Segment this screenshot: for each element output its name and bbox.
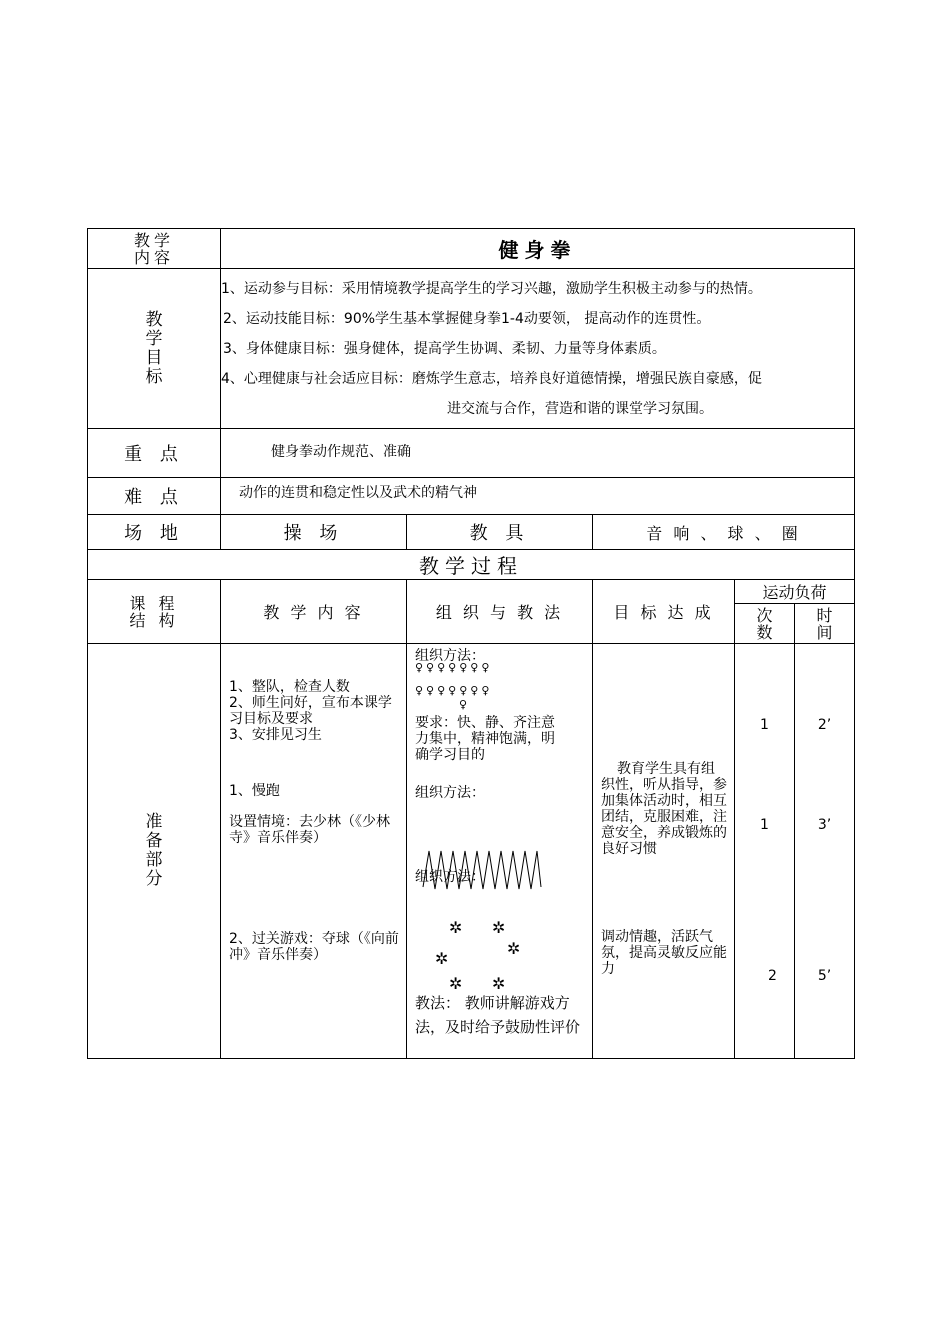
process-title: 教学过程 — [88, 550, 855, 580]
goal-text: 调动情趣，活跃气氛，提高灵敏反应能力 — [601, 929, 727, 977]
row-goals — [88, 269, 855, 429]
formation-row: ♀♀♀♀♀♀♀ — [415, 684, 493, 697]
col-duration: 时 间 — [795, 604, 855, 644]
lesson-plan-table — [87, 228, 855, 1059]
prep-content-block: 1、整队，检查人数 2、师生问好，宣布本课学习目标及要求 3、安排见习生 — [229, 679, 392, 743]
goal-item: 1、运动参与目标：采用情境教学提高学生的学习兴趣，激励学生积极主动参与的热情。 — [221, 280, 762, 297]
key-value: 健身拳动作规范、准确 — [221, 429, 855, 478]
times-value: 2 — [768, 968, 777, 984]
prep-goal-cell — [593, 644, 735, 1059]
prep-label: 准备部分 — [145, 812, 163, 889]
method-org-label: 组织方法： — [415, 869, 485, 885]
duration-value: 2’ — [817, 717, 832, 733]
col-times: 次 数 — [735, 604, 795, 644]
content-label: 教学 内容 — [88, 229, 221, 269]
player-star-icon: ✲ — [507, 939, 521, 958]
col-goal: 目 标 达 成 — [593, 580, 735, 644]
duration-value: 3’ — [817, 817, 832, 833]
content-value: 健身拳 — [221, 229, 855, 269]
times-value: 1 — [760, 817, 769, 833]
prep-content-game: 2、过关游戏：夺球（《向前冲》音乐伴奏） — [229, 931, 399, 963]
row-process-title — [88, 550, 855, 580]
venue-value: 操 场 — [221, 515, 407, 550]
prep-label-cell — [88, 644, 221, 1059]
col-structure: 课 程 结 构 — [88, 580, 221, 644]
key-label: 重 点 — [88, 429, 221, 478]
goal-item: 2、运动技能目标：90%学生基本掌握健身拳1-4动要领， 提高动作的连贯性。 — [223, 310, 711, 327]
row-difficulty — [88, 478, 855, 515]
equipment-label: 教 具 — [407, 515, 593, 550]
row-venue — [88, 515, 855, 550]
difficulty-value: 动作的连贯和稳定性以及武术的精气神 — [221, 478, 855, 515]
teacher-symbol: ♀ — [459, 698, 471, 711]
prep-times-cell — [735, 644, 795, 1059]
row-content — [88, 229, 855, 269]
player-star-icon: ✲ — [449, 918, 463, 937]
prep-content-scene: 设置情境：去少林（《少林寺》音乐伴奏） — [229, 814, 390, 846]
col-method: 组 织 与 教 法 — [407, 580, 593, 644]
player-star-icon: ✲ — [449, 974, 463, 993]
prep-method-cell — [407, 644, 593, 1059]
method-teaching: 教法： 教师讲解游戏方法，及时给予鼓励性评价 — [415, 994, 581, 1036]
duration-value: 5’ — [817, 968, 832, 984]
equipment-value: 音 响 、 球 、 圈 — [593, 515, 855, 550]
method-org-label: 组织方法： — [415, 785, 485, 801]
goals-list — [221, 269, 855, 429]
times-value: 1 — [760, 717, 769, 733]
goal-item: 3、身体健康目标：强身健体，提高学生协调、柔韧、力量等身体素质。 — [223, 340, 666, 357]
player-star-icon: ✲ — [435, 949, 449, 968]
prep-content-run: 1、慢跑 — [229, 783, 280, 799]
prep-content-cell — [221, 644, 407, 1059]
goal-item: 进交流与合作，营造和谐的课堂学习氛围。 — [447, 400, 713, 417]
goals-label: 教学目标 — [145, 309, 163, 387]
method-org-label: 组织方法： — [415, 648, 485, 664]
goals-label-cell — [88, 269, 221, 429]
goal-text: 教育学生具有组织性，听从指导，参加集体活动时，相互团结，克服困难，注意安全，养成锻炼的良好习惯 — [601, 761, 727, 857]
player-star-icon: ✲ — [492, 918, 506, 937]
goal-item: 4、心理健康与社会适应目标：磨炼学生意志，培养良好道德情操，增强民族自豪感，促 — [221, 370, 762, 387]
player-star-icon: ✲ — [492, 974, 506, 993]
prep-duration-cell — [795, 644, 855, 1059]
row-prep — [88, 644, 855, 1059]
row-process-header-1 — [88, 580, 855, 604]
difficulty-label: 难 点 — [88, 478, 221, 515]
col-content: 教 学 内 容 — [221, 580, 407, 644]
venue-label: 场 地 — [88, 515, 221, 550]
col-load: 运动负荷 — [735, 580, 855, 604]
formation-row: ♀♀♀♀♀♀♀ — [415, 661, 493, 674]
method-requirement: 要求：快、静、齐注意力集中，精神饱满，明确学习目的 — [415, 715, 555, 763]
row-key-points — [88, 429, 855, 478]
